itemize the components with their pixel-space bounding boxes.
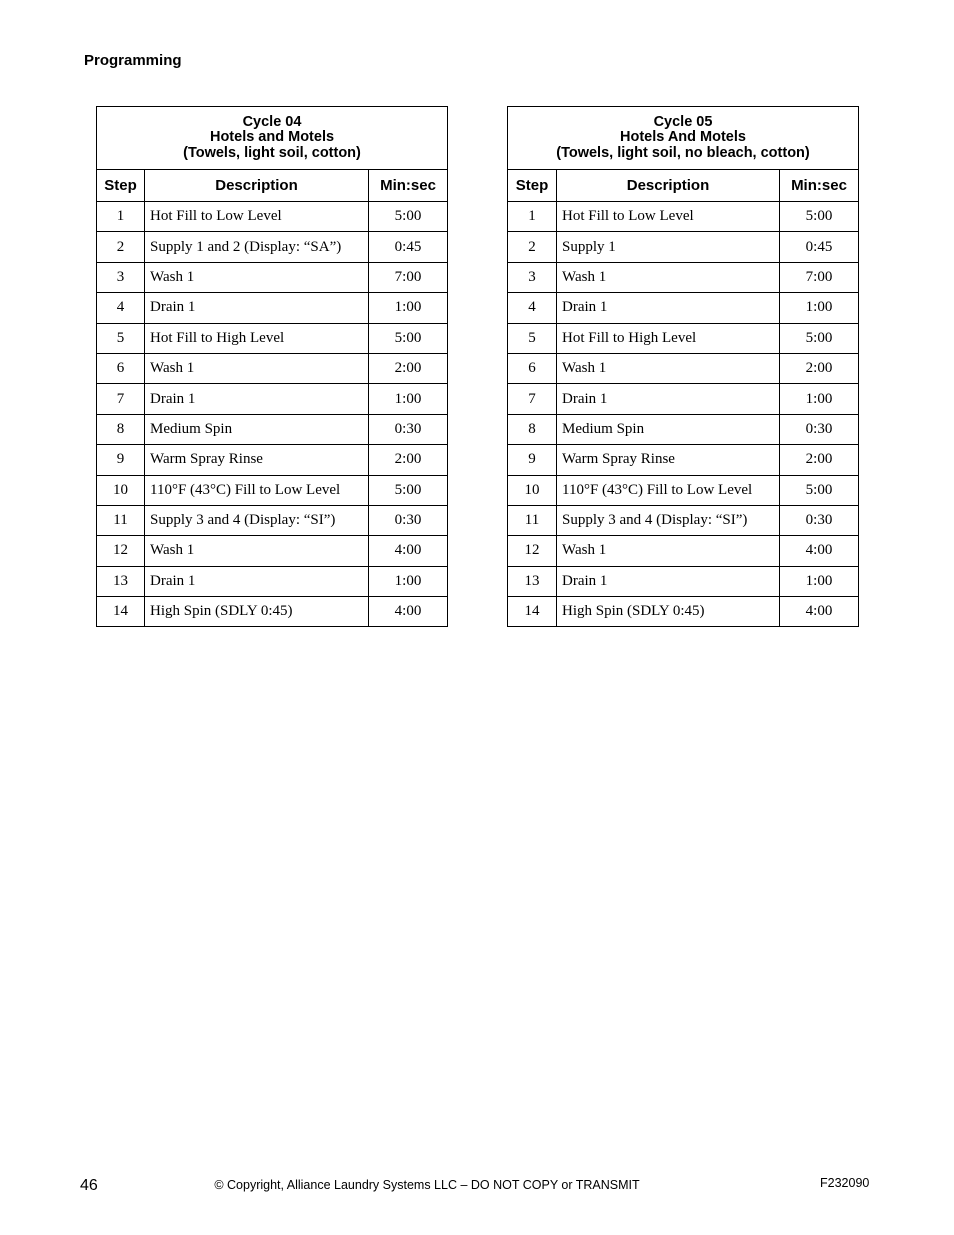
table-row bbox=[508, 475, 859, 505]
step-cell: 14 bbox=[508, 597, 557, 627]
step-cell: 3 bbox=[508, 262, 557, 292]
column-header: Step bbox=[508, 170, 557, 202]
table-row bbox=[508, 293, 859, 323]
description-cell: Warm Spray Rinse bbox=[557, 445, 780, 475]
table-row bbox=[97, 232, 448, 262]
header-row bbox=[97, 170, 448, 202]
column-header: Description bbox=[557, 170, 780, 202]
description-cell: Hot Fill to High Level bbox=[145, 323, 369, 353]
caption-line: Cycle 04 bbox=[242, 113, 302, 130]
description-cell: Drain 1 bbox=[145, 566, 369, 596]
step-cell: 6 bbox=[97, 353, 145, 383]
time-cell: 5:00 bbox=[780, 323, 859, 353]
time-cell: 4:00 bbox=[780, 536, 859, 566]
time-cell: 1:00 bbox=[780, 293, 859, 323]
table-row bbox=[508, 384, 859, 414]
table-row bbox=[508, 445, 859, 475]
time-cell: 5:00 bbox=[369, 202, 448, 232]
step-cell: 10 bbox=[508, 475, 557, 505]
description-cell: Medium Spin bbox=[557, 414, 780, 444]
step-cell: 2 bbox=[508, 232, 557, 262]
time-cell: 4:00 bbox=[780, 597, 859, 627]
table-row bbox=[97, 505, 448, 535]
description-cell: Supply 3 and 4 (Display: “SI”) bbox=[145, 505, 369, 535]
time-cell: 5:00 bbox=[369, 475, 448, 505]
table-row bbox=[97, 293, 448, 323]
table-row bbox=[508, 505, 859, 535]
description-cell: Wash 1 bbox=[557, 353, 780, 383]
time-cell: 5:00 bbox=[369, 323, 448, 353]
table-row bbox=[97, 353, 448, 383]
step-cell: 8 bbox=[97, 414, 145, 444]
description-cell: 110°F (43°C) Fill to Low Level bbox=[557, 475, 780, 505]
table-row bbox=[97, 414, 448, 444]
time-cell: 2:00 bbox=[780, 353, 859, 383]
description-cell: Drain 1 bbox=[145, 293, 369, 323]
description-cell: Hot Fill to Low Level bbox=[557, 202, 780, 232]
step-cell: 4 bbox=[508, 293, 557, 323]
caption-line: (Towels, light soil, cotton) bbox=[183, 144, 361, 161]
description-cell: Wash 1 bbox=[145, 262, 369, 292]
step-cell: 11 bbox=[508, 505, 557, 535]
table-row bbox=[508, 414, 859, 444]
description-cell: Drain 1 bbox=[557, 384, 780, 414]
header-row bbox=[508, 170, 859, 202]
step-cell: 7 bbox=[97, 384, 145, 414]
table-row bbox=[97, 323, 448, 353]
table-row bbox=[508, 597, 859, 627]
step-cell: 12 bbox=[508, 536, 557, 566]
table-row bbox=[508, 566, 859, 596]
table-row bbox=[508, 536, 859, 566]
step-cell: 11 bbox=[97, 505, 145, 535]
step-cell: 12 bbox=[97, 536, 145, 566]
column-header: Step bbox=[97, 170, 145, 202]
step-cell: 9 bbox=[508, 445, 557, 475]
table-row bbox=[508, 232, 859, 262]
description-cell: Hot Fill to Low Level bbox=[145, 202, 369, 232]
description-cell: Hot Fill to High Level bbox=[557, 323, 780, 353]
table-row bbox=[97, 262, 448, 292]
table-row bbox=[97, 202, 448, 232]
step-cell: 13 bbox=[508, 566, 557, 596]
cycle-table bbox=[96, 106, 448, 627]
description-cell: 110°F (43°C) Fill to Low Level bbox=[145, 475, 369, 505]
table-row bbox=[508, 262, 859, 292]
section-title: Programming bbox=[84, 52, 182, 69]
table-row bbox=[97, 536, 448, 566]
step-cell: 9 bbox=[97, 445, 145, 475]
page-number: 46 bbox=[80, 1177, 98, 1194]
table-row bbox=[97, 597, 448, 627]
step-cell: 5 bbox=[508, 323, 557, 353]
time-cell: 0:45 bbox=[369, 232, 448, 262]
step-cell: 4 bbox=[97, 293, 145, 323]
step-cell: 8 bbox=[508, 414, 557, 444]
table-row bbox=[97, 566, 448, 596]
time-cell: 0:45 bbox=[780, 232, 859, 262]
copyright-notice: © Copyright, Alliance Laundry Systems LLC – DO NOT COPY or TRANSMIT bbox=[214, 1178, 640, 1192]
time-cell: 0:30 bbox=[780, 414, 859, 444]
time-cell: 1:00 bbox=[780, 566, 859, 596]
description-cell: Supply 1 bbox=[557, 232, 780, 262]
time-cell: 7:00 bbox=[369, 262, 448, 292]
time-cell: 7:00 bbox=[780, 262, 859, 292]
step-cell: 10 bbox=[97, 475, 145, 505]
caption-line: Cycle 05 bbox=[653, 113, 713, 130]
description-cell: Drain 1 bbox=[145, 384, 369, 414]
step-cell: 3 bbox=[97, 262, 145, 292]
table-row bbox=[97, 445, 448, 475]
time-cell: 0:30 bbox=[780, 505, 859, 535]
column-header: Description bbox=[145, 170, 369, 202]
description-cell: High Spin (SDLY 0:45) bbox=[145, 597, 369, 627]
time-cell: 5:00 bbox=[780, 475, 859, 505]
step-cell: 1 bbox=[97, 202, 145, 232]
document-code: F232090 bbox=[820, 1176, 870, 1190]
table-caption bbox=[97, 107, 448, 170]
caption-line: Hotels And Motels bbox=[620, 129, 746, 146]
time-cell: 2:00 bbox=[369, 353, 448, 383]
step-cell: 14 bbox=[97, 597, 145, 627]
caption-line: Hotels and Motels bbox=[209, 129, 335, 146]
time-cell: 0:30 bbox=[369, 414, 448, 444]
table-row bbox=[508, 202, 859, 232]
table-row bbox=[508, 353, 859, 383]
description-cell: Wash 1 bbox=[145, 536, 369, 566]
column-header: Min:sec bbox=[780, 170, 859, 202]
step-cell: 5 bbox=[97, 323, 145, 353]
time-cell: 4:00 bbox=[369, 536, 448, 566]
time-cell: 5:00 bbox=[780, 202, 859, 232]
description-cell: Wash 1 bbox=[557, 536, 780, 566]
time-cell: 0:30 bbox=[369, 505, 448, 535]
description-cell: Drain 1 bbox=[557, 293, 780, 323]
table-caption bbox=[508, 107, 859, 170]
time-cell: 1:00 bbox=[369, 384, 448, 414]
table-row bbox=[97, 475, 448, 505]
description-cell: Warm Spray Rinse bbox=[145, 445, 369, 475]
table-row bbox=[97, 384, 448, 414]
table-row bbox=[508, 323, 859, 353]
step-cell: 13 bbox=[97, 566, 145, 596]
time-cell: 2:00 bbox=[369, 445, 448, 475]
step-cell: 1 bbox=[508, 202, 557, 232]
description-cell: High Spin (SDLY 0:45) bbox=[557, 597, 780, 627]
time-cell: 4:00 bbox=[369, 597, 448, 627]
step-cell: 7 bbox=[508, 384, 557, 414]
time-cell: 2:00 bbox=[780, 445, 859, 475]
column-header: Min:sec bbox=[369, 170, 448, 202]
step-cell: 2 bbox=[97, 232, 145, 262]
description-cell: Supply 3 and 4 (Display: “SI”) bbox=[557, 505, 780, 535]
description-cell: Wash 1 bbox=[557, 262, 780, 292]
description-cell: Wash 1 bbox=[145, 353, 369, 383]
cycle-table bbox=[507, 106, 859, 627]
time-cell: 1:00 bbox=[369, 566, 448, 596]
time-cell: 1:00 bbox=[780, 384, 859, 414]
step-cell: 6 bbox=[508, 353, 557, 383]
time-cell: 1:00 bbox=[369, 293, 448, 323]
description-cell: Medium Spin bbox=[145, 414, 369, 444]
description-cell: Supply 1 and 2 (Display: “SA”) bbox=[145, 232, 369, 262]
description-cell: Drain 1 bbox=[557, 566, 780, 596]
caption-line: (Towels, light soil, no bleach, cotton) bbox=[556, 144, 810, 161]
